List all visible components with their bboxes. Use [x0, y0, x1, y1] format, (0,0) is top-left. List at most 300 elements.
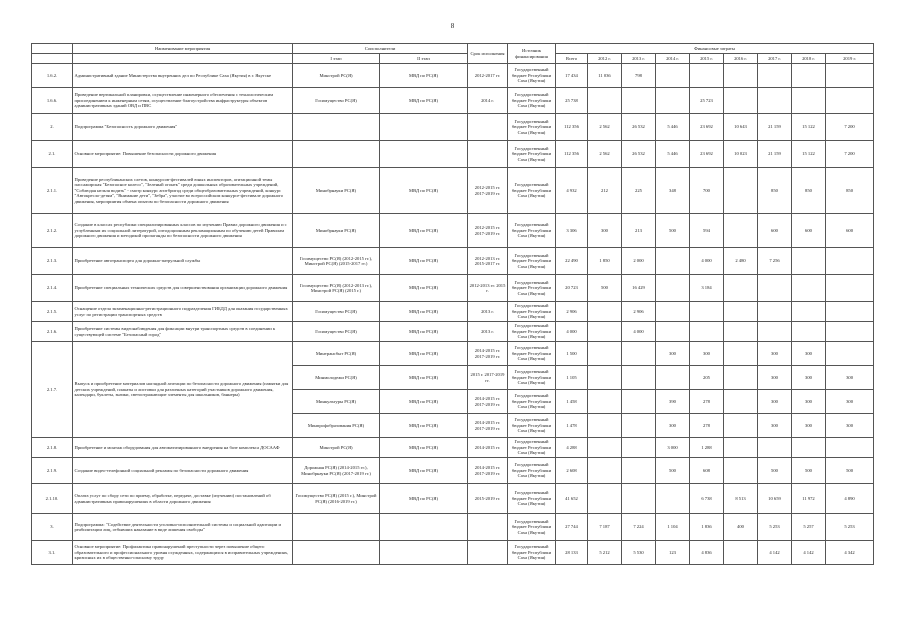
- header-year: 2016 г.: [724, 54, 758, 64]
- row-executor-2: [380, 541, 468, 565]
- table-row: [32, 64, 874, 88]
- row-number: 2.1.3.: [32, 248, 73, 275]
- row-value: 390: [656, 390, 690, 414]
- row-value: [724, 275, 758, 302]
- row-value: [690, 302, 724, 322]
- row-value: [588, 390, 622, 414]
- row-value: [724, 366, 758, 390]
- row-executor-1: Минкультуры РС(Я): [293, 390, 380, 414]
- row-value: [826, 64, 874, 88]
- row-value: 4 342: [826, 541, 874, 565]
- row-number: 2.1.4.: [32, 275, 73, 302]
- row-value: 300: [656, 414, 690, 438]
- row-number: 2.: [32, 114, 73, 141]
- row-value: 5 257: [792, 514, 826, 541]
- table-row: [32, 88, 874, 114]
- header-row-1: [32, 44, 874, 54]
- row-value: [792, 88, 826, 114]
- row-value: [588, 438, 622, 458]
- row-value: 112 356: [556, 114, 588, 141]
- row-value: [792, 438, 826, 458]
- row-value: 850: [792, 168, 826, 214]
- row-value: [792, 64, 826, 88]
- header-year: 2015 г.: [690, 54, 724, 64]
- row-value: 7 200: [826, 141, 874, 168]
- row-number: 2.1.10.: [32, 484, 73, 514]
- row-value: 500: [656, 458, 690, 484]
- row-value: 278: [690, 390, 724, 414]
- row-value: 2 906: [622, 302, 656, 322]
- row-value: [622, 414, 656, 438]
- row-deadline: [468, 541, 508, 565]
- table-row: [32, 168, 874, 214]
- row-executor-1: Минтрансбыт РС(Я): [293, 342, 380, 366]
- row-value: [622, 342, 656, 366]
- row-number: 2.1.5.: [32, 302, 73, 322]
- row-value: 500: [792, 458, 826, 484]
- row-executor-2: МВД по РС(Я): [380, 322, 468, 342]
- row-value: 11 036: [588, 64, 622, 88]
- header-deadline: Срок исполнения: [468, 44, 508, 64]
- row-executor-1: [293, 514, 380, 541]
- row-executor-2: МВД по РС(Я): [380, 458, 468, 484]
- row-value: [792, 248, 826, 275]
- page-number: 8: [450, 22, 455, 30]
- row-value: 1 500: [556, 342, 588, 366]
- row-value: 7 256: [758, 248, 792, 275]
- header-source: Источник финансирования: [508, 44, 556, 64]
- row-name: Подпрограмма "Безопасность дорожного движения": [73, 114, 293, 141]
- row-value: 4 000: [556, 322, 588, 342]
- row-executor-2: МВД по РС(Я): [380, 438, 468, 458]
- row-executor-1: Госимущество РС(Я): [293, 88, 380, 114]
- header-executors: Соисполнители: [293, 44, 468, 54]
- row-value: 22 490: [556, 248, 588, 275]
- row-value: [656, 322, 690, 342]
- row-number: 3.1.: [32, 541, 73, 565]
- row-name: Подпрограмма: "Содействие деятельности уголовно-исполнительной системы и социальной адаптации и реабилитации лиц, отбывших наказание в виде лишения свободы": [73, 514, 293, 541]
- row-value: 500: [656, 214, 690, 248]
- header-exec1: I этап: [293, 54, 380, 64]
- row-deadline: 2014-2015 гг. 2017-2019 гг.: [468, 342, 508, 366]
- table-row: [32, 342, 874, 366]
- row-value: 28 133: [556, 541, 588, 565]
- row-value: 300: [792, 366, 826, 390]
- row-value: 300: [826, 390, 874, 414]
- row-source: Государственный бюджет Республики Саха (Якутия): [508, 88, 556, 114]
- header-name-2: [73, 54, 293, 64]
- row-value: 1 478: [556, 414, 588, 438]
- row-value: [724, 342, 758, 366]
- row-value: 2 906: [556, 302, 588, 322]
- row-value: [792, 322, 826, 342]
- row-value: 300: [588, 214, 622, 248]
- row-value: 300: [792, 342, 826, 366]
- row-number: 2.1.8.: [32, 438, 73, 458]
- row-value: 4 000: [690, 248, 724, 275]
- row-value: [758, 275, 792, 302]
- row-value: 500: [758, 458, 792, 484]
- header-year: 2017 г.: [758, 54, 792, 64]
- row-executor-1: Госимущество РС(Я): [293, 302, 380, 322]
- table-row: [32, 114, 874, 141]
- row-value: [588, 458, 622, 484]
- row-value: 26 532: [622, 141, 656, 168]
- row-name: Приобретение автотранспорта для дорожно-патрульной службы: [73, 248, 293, 275]
- table-row: [32, 484, 874, 514]
- row-executor-1: Минобрнауки РС(Я): [293, 214, 380, 248]
- row-value: 25 723: [690, 88, 724, 114]
- row-value: 23 692: [690, 141, 724, 168]
- row-executor-2: МВД по РС(Я): [380, 275, 468, 302]
- row-value: [792, 302, 826, 322]
- row-value: 500: [826, 458, 874, 484]
- table-row: [32, 214, 874, 248]
- row-value: 1 458: [556, 390, 588, 414]
- row-source: Государственный бюджет Республики Саха (Якутия): [508, 438, 556, 458]
- row-number: 2.1.7.: [32, 342, 73, 438]
- row-value: [622, 438, 656, 458]
- row-value: [588, 484, 622, 514]
- row-value: 2 608: [556, 458, 588, 484]
- row-value: 300: [690, 342, 724, 366]
- row-name: Создание в классах республики специализированных классов по изучению Правил дорожного движения и с углубленным их социальной литературой, оптодоционным рекламационным по обучению детей Правилам дорожного движения и методикой пропаганды по безопасности дорожного движения: [73, 214, 293, 248]
- row-number: 1.6.6.: [32, 88, 73, 114]
- row-deadline: 2014 г.: [468, 88, 508, 114]
- row-value: 7 200: [826, 114, 874, 141]
- row-value: [758, 438, 792, 458]
- row-value: 4 142: [792, 541, 826, 565]
- header-year: Всего: [556, 54, 588, 64]
- row-name: Выпуск и приобретение материалов наглядной агитации по безопасности дорожного движения (памятки для детских учреждений, плакаты и листовки для различных категорий участников дорожного движения, календари, буклеты, значки, светоотражающие элементы для школьников, баннеры): [73, 342, 293, 438]
- row-value: 5 212: [588, 541, 622, 565]
- row-value: 7 224: [622, 514, 656, 541]
- row-value: [724, 88, 758, 114]
- row-value: 25 738: [556, 88, 588, 114]
- table-row: [32, 458, 874, 484]
- row-value: 225: [622, 168, 656, 214]
- row-value: [758, 322, 792, 342]
- row-executor-1: Госимущество РС(Я) (2012-2013 гг.), Минстрой РС(Я) (2015 г.): [293, 275, 380, 302]
- row-deadline: [468, 114, 508, 141]
- row-name: Проведение республиканских слетов, конкурсов-фестивалей юных инспекторов, агитационной темы пассажирская "Безопасное колесо", "Зеленый огонек" среди дошкольных образовательных учреждений, "Соблюдая нельзя водить" - смотр конкурс агитбригад среди общеобразовательных учреждений, конкурс "Автокресло-детям", "Внимание дети", "Зебра", участие во всероссийском конкурсе-фестивале дорожного движения, мероприятия обмена опытом по безопасности дорожного движения: [73, 168, 293, 214]
- row-executor-2: МВД по РС(Я): [380, 390, 468, 414]
- row-deadline: 2014-2015 гг. 2017-2019 гг.: [468, 458, 508, 484]
- row-value: 300: [758, 342, 792, 366]
- row-executor-1: Минпрофобразования РС(Я): [293, 414, 380, 438]
- table-row: [32, 322, 874, 342]
- row-source: Государственный бюджет Республики Саха (Якутия): [508, 275, 556, 302]
- row-value: 26 532: [622, 114, 656, 141]
- row-value: [826, 275, 874, 302]
- row-executor-1: [293, 141, 380, 168]
- row-value: [588, 88, 622, 114]
- row-value: [622, 458, 656, 484]
- row-source: Государственный бюджет Республики Саха (Якутия): [508, 141, 556, 168]
- row-deadline: 2012-2015 гг. 2017-2019 гг.: [468, 214, 508, 248]
- row-value: 23 692: [690, 114, 724, 141]
- row-value: 3 306: [556, 214, 588, 248]
- row-value: [588, 414, 622, 438]
- row-source: Государственный бюджет Республики Саха (Якутия): [508, 414, 556, 438]
- row-executor-2: МВД по РС(Я): [380, 484, 468, 514]
- row-number: 3.: [32, 514, 73, 541]
- row-value: 20 723: [556, 275, 588, 302]
- row-value: 16 429: [622, 275, 656, 302]
- row-deadline: 2014-2015 гг.: [468, 438, 508, 458]
- row-value: 700: [690, 168, 724, 214]
- row-source: Государственный бюджет Республики Саха (Якутия): [508, 322, 556, 342]
- row-value: [724, 541, 758, 565]
- row-value: [656, 275, 690, 302]
- row-source: Государственный бюджет Республики Саха (Якутия): [508, 484, 556, 514]
- row-value: 4 836: [690, 541, 724, 565]
- row-value: [588, 302, 622, 322]
- row-value: 1 288: [690, 438, 724, 458]
- row-value: 600: [826, 214, 874, 248]
- row-value: [758, 88, 792, 114]
- row-number: 2.1.: [32, 141, 73, 168]
- row-name: Создание видео-телефонной социальной рекламы по безопасности дорожного движения: [73, 458, 293, 484]
- row-value: 5 446: [656, 114, 690, 141]
- row-value: 112 356: [556, 141, 588, 168]
- row-value: [826, 302, 874, 322]
- row-executor-2: [380, 141, 468, 168]
- row-source: Государственный бюджет Республики Саха (Якутия): [508, 114, 556, 141]
- row-value: 27 744: [556, 514, 588, 541]
- row-value: [724, 214, 758, 248]
- row-executor-2: МВД по РС(Я): [380, 214, 468, 248]
- row-value: [724, 414, 758, 438]
- table-row: [32, 302, 874, 322]
- row-value: [588, 366, 622, 390]
- row-source: Государственный бюджет Республики Саха (Якутия): [508, 366, 556, 390]
- row-value: [826, 342, 874, 366]
- row-name: Приобретение системы видеонаблюдения для фиксации внутри транспортных средств в соединении к существующей системе "Безопасный город": [73, 322, 293, 342]
- row-value: 8 513: [724, 484, 758, 514]
- row-value: 594: [690, 214, 724, 248]
- row-source: Государственный бюджет Республики Саха (Якутия): [508, 64, 556, 88]
- header-costs: Финансовые затраты: [556, 44, 874, 54]
- row-value: [656, 302, 690, 322]
- row-value: [758, 302, 792, 322]
- row-value: [656, 248, 690, 275]
- row-value: 300: [656, 342, 690, 366]
- row-value: 11 972: [792, 484, 826, 514]
- row-value: [588, 342, 622, 366]
- row-number: 2.1.9.: [32, 458, 73, 484]
- row-value: 17 434: [556, 64, 588, 88]
- row-number: 1.6.2.: [32, 64, 73, 88]
- header-year: 2012 г.: [588, 54, 622, 64]
- row-executor-1: Минобрнауки РС(Я): [293, 168, 380, 214]
- table-body: [32, 64, 874, 565]
- row-value: 5 253: [758, 514, 792, 541]
- row-value: [826, 88, 874, 114]
- row-executor-1: [293, 114, 380, 141]
- row-value: [792, 275, 826, 302]
- row-source: Государственный бюджет Республики Саха (Якутия): [508, 168, 556, 214]
- row-value: 7 187: [588, 514, 622, 541]
- row-deadline: [468, 141, 508, 168]
- row-value: 1 836: [690, 514, 724, 541]
- header-year: 2014 г.: [656, 54, 690, 64]
- row-value: 348: [656, 168, 690, 214]
- row-name: Основное мероприятие: Повышение безопасности дорожного движения: [73, 141, 293, 168]
- row-value: [724, 322, 758, 342]
- row-name: Приобретение и монтаж оборудования для автоматизированного внедрения на базе комплекса ДОСААФ: [73, 438, 293, 458]
- row-deadline: 2015 г. 2017-2019 гг.: [468, 366, 508, 390]
- row-value: 1 105: [556, 366, 588, 390]
- row-number: 2.1.2.: [32, 214, 73, 248]
- row-value: 4 142: [758, 541, 792, 565]
- table-row: [32, 438, 874, 458]
- row-value: 15 122: [792, 114, 826, 141]
- row-value: [724, 458, 758, 484]
- row-deadline: [468, 514, 508, 541]
- row-value: [622, 484, 656, 514]
- row-source: Государственный бюджет Республики Саха (Якутия): [508, 458, 556, 484]
- row-value: 5 446: [656, 141, 690, 168]
- row-executor-2: МВД по РС(Я): [380, 302, 468, 322]
- row-deadline: 2013 г.: [468, 322, 508, 342]
- row-source: Государственный бюджет Республики Саха (Якутия): [508, 248, 556, 275]
- row-value: [724, 390, 758, 414]
- row-value: 1 850: [588, 248, 622, 275]
- row-value: 3 000: [656, 438, 690, 458]
- row-executor-1: Госимущество РС(Я) (2015 г.), Минстрой РС(Я) (2016-2019 гг.): [293, 484, 380, 514]
- row-value: 4 288: [556, 438, 588, 458]
- row-value: 15 122: [792, 141, 826, 168]
- row-deadline: 2013 г.: [468, 302, 508, 322]
- row-value: 5 530: [622, 541, 656, 565]
- row-value: 10 023: [724, 141, 758, 168]
- row-value: [656, 88, 690, 114]
- row-source: Государственный бюджет Республики Саха (Якутия): [508, 214, 556, 248]
- row-executor-2: МВД по РС(Я): [380, 248, 468, 275]
- row-value: 6 738: [690, 484, 724, 514]
- row-executor-2: МВД по РС(Я): [380, 342, 468, 366]
- row-value: 5 253: [826, 514, 874, 541]
- row-value: [622, 88, 656, 114]
- row-executor-2: [380, 114, 468, 141]
- row-value: [826, 322, 874, 342]
- row-deadline: 2012-2013 гг. 2015 г.: [468, 275, 508, 302]
- row-value: [724, 168, 758, 214]
- row-value: 300: [758, 366, 792, 390]
- table-row: [32, 541, 874, 565]
- row-name: Оснащение отдела экзаменационно-регистрационного подразделения ГИБДД для оказания государственных услуг по регистрации транспортных средств: [73, 302, 293, 322]
- row-value: 212: [588, 168, 622, 214]
- row-value: 2 562: [588, 141, 622, 168]
- row-value: [724, 438, 758, 458]
- row-value: 2 480: [724, 248, 758, 275]
- row-deadline: 2012-2013 гг. 2015-2017 гг.: [468, 248, 508, 275]
- header-year: 2013 г.: [622, 54, 656, 64]
- row-deadline: 2012-2015 гг. 2017-2019 гг.: [468, 168, 508, 214]
- header-row-2: [32, 54, 874, 64]
- row-value: 300: [826, 366, 874, 390]
- row-executor-2: МВД по РС(Я): [380, 88, 468, 114]
- table-row: [32, 514, 874, 541]
- row-source: Государственный бюджет Республики Саха (Якутия): [508, 390, 556, 414]
- row-value: 798: [622, 64, 656, 88]
- row-source: Государственный бюджет Республики Саха (Якутия): [508, 541, 556, 565]
- header-num-2: [32, 54, 73, 64]
- row-value: [724, 64, 758, 88]
- row-source: Государственный бюджет Республики Саха (Якутия): [508, 342, 556, 366]
- row-source: Государственный бюджет Республики Саха (Якутия): [508, 514, 556, 541]
- row-value: 608: [690, 458, 724, 484]
- row-value: 123: [656, 541, 690, 565]
- row-value: 1 104: [656, 514, 690, 541]
- row-value: 400: [724, 514, 758, 541]
- row-executor-1: Минстрой РС(Я): [293, 64, 380, 88]
- row-name: Оплата услуг по сбору сети по приему, обработке, передаче, доставке (изучению) постановлений об административных правонарушениях в области дорожного движения: [73, 484, 293, 514]
- row-value: [758, 64, 792, 88]
- row-value: [656, 64, 690, 88]
- row-value: 300: [826, 414, 874, 438]
- header-year: 2018 г.: [792, 54, 826, 64]
- row-value: 500: [588, 275, 622, 302]
- row-value: 850: [758, 168, 792, 214]
- program-table: [31, 43, 874, 565]
- row-value: [724, 302, 758, 322]
- row-executor-2: МВД по РС(Я): [380, 366, 468, 390]
- row-value: 4 890: [826, 484, 874, 514]
- row-value: 2 562: [588, 114, 622, 141]
- row-value: 205: [690, 366, 724, 390]
- row-number: 2.1.1.: [32, 168, 73, 214]
- row-value: [622, 366, 656, 390]
- row-value: 10 643: [724, 114, 758, 141]
- row-value: 300: [758, 390, 792, 414]
- row-deadline: 2012-2017 гг.: [468, 64, 508, 88]
- row-value: 3 184: [690, 275, 724, 302]
- row-value: 213: [622, 214, 656, 248]
- row-executor-1: Госимущество РС(Я): [293, 322, 380, 342]
- row-value: [826, 248, 874, 275]
- row-deadline: 2014-2015 гг. 2017-2019 гг.: [468, 390, 508, 414]
- header-year: 2019 г.: [826, 54, 874, 64]
- row-source: Государственный бюджет Республики Саха (Якутия): [508, 302, 556, 322]
- row-executor-1: [293, 541, 380, 565]
- row-executor-2: МВД по РС(Я): [380, 168, 468, 214]
- row-value: 300: [758, 414, 792, 438]
- row-value: [690, 322, 724, 342]
- row-value: 41 652: [556, 484, 588, 514]
- row-value: 21 159: [758, 114, 792, 141]
- row-value: 2 000: [622, 248, 656, 275]
- row-value: 4 000: [622, 322, 656, 342]
- row-value: 4 932: [556, 168, 588, 214]
- table-row: [32, 141, 874, 168]
- row-value: 600: [792, 214, 826, 248]
- header-num: [32, 44, 73, 54]
- row-executor-1: Госимущество РС(Я) (2012-2015 гг.), Минстрой РС(Я) (2015-2017 гг.): [293, 248, 380, 275]
- row-name: Административный здание Министерства внутренних дел по Республике Саха (Якутия) в г. Якутске: [73, 64, 293, 88]
- header-name: Наименование мероприятия: [73, 44, 293, 54]
- table-row: [32, 275, 874, 302]
- row-name: Основное мероприятие: Профилактика правонарушений преступности через повышение общего образовательного и профессионального уровня осужденных, содержащихся в исправительных учреждениях, кризисных их в общественно-опасному труду: [73, 541, 293, 565]
- row-deadline: 2014-2015 гг. 2017-2019 гг.: [468, 414, 508, 438]
- table-row: [32, 248, 874, 275]
- row-value: [826, 438, 874, 458]
- row-name: Приобретение специальных технических средств для совершенствования организации дорожного движения: [73, 275, 293, 302]
- row-value: [690, 64, 724, 88]
- row-name: Проведение вертикальной планировки, осуществление инженерного обеспечения с технологическим присоединением к инженерным сетям, осуществление благоустройства инфраструктуры объектов административных зданий ОВД и ПВС: [73, 88, 293, 114]
- row-value: 300: [792, 390, 826, 414]
